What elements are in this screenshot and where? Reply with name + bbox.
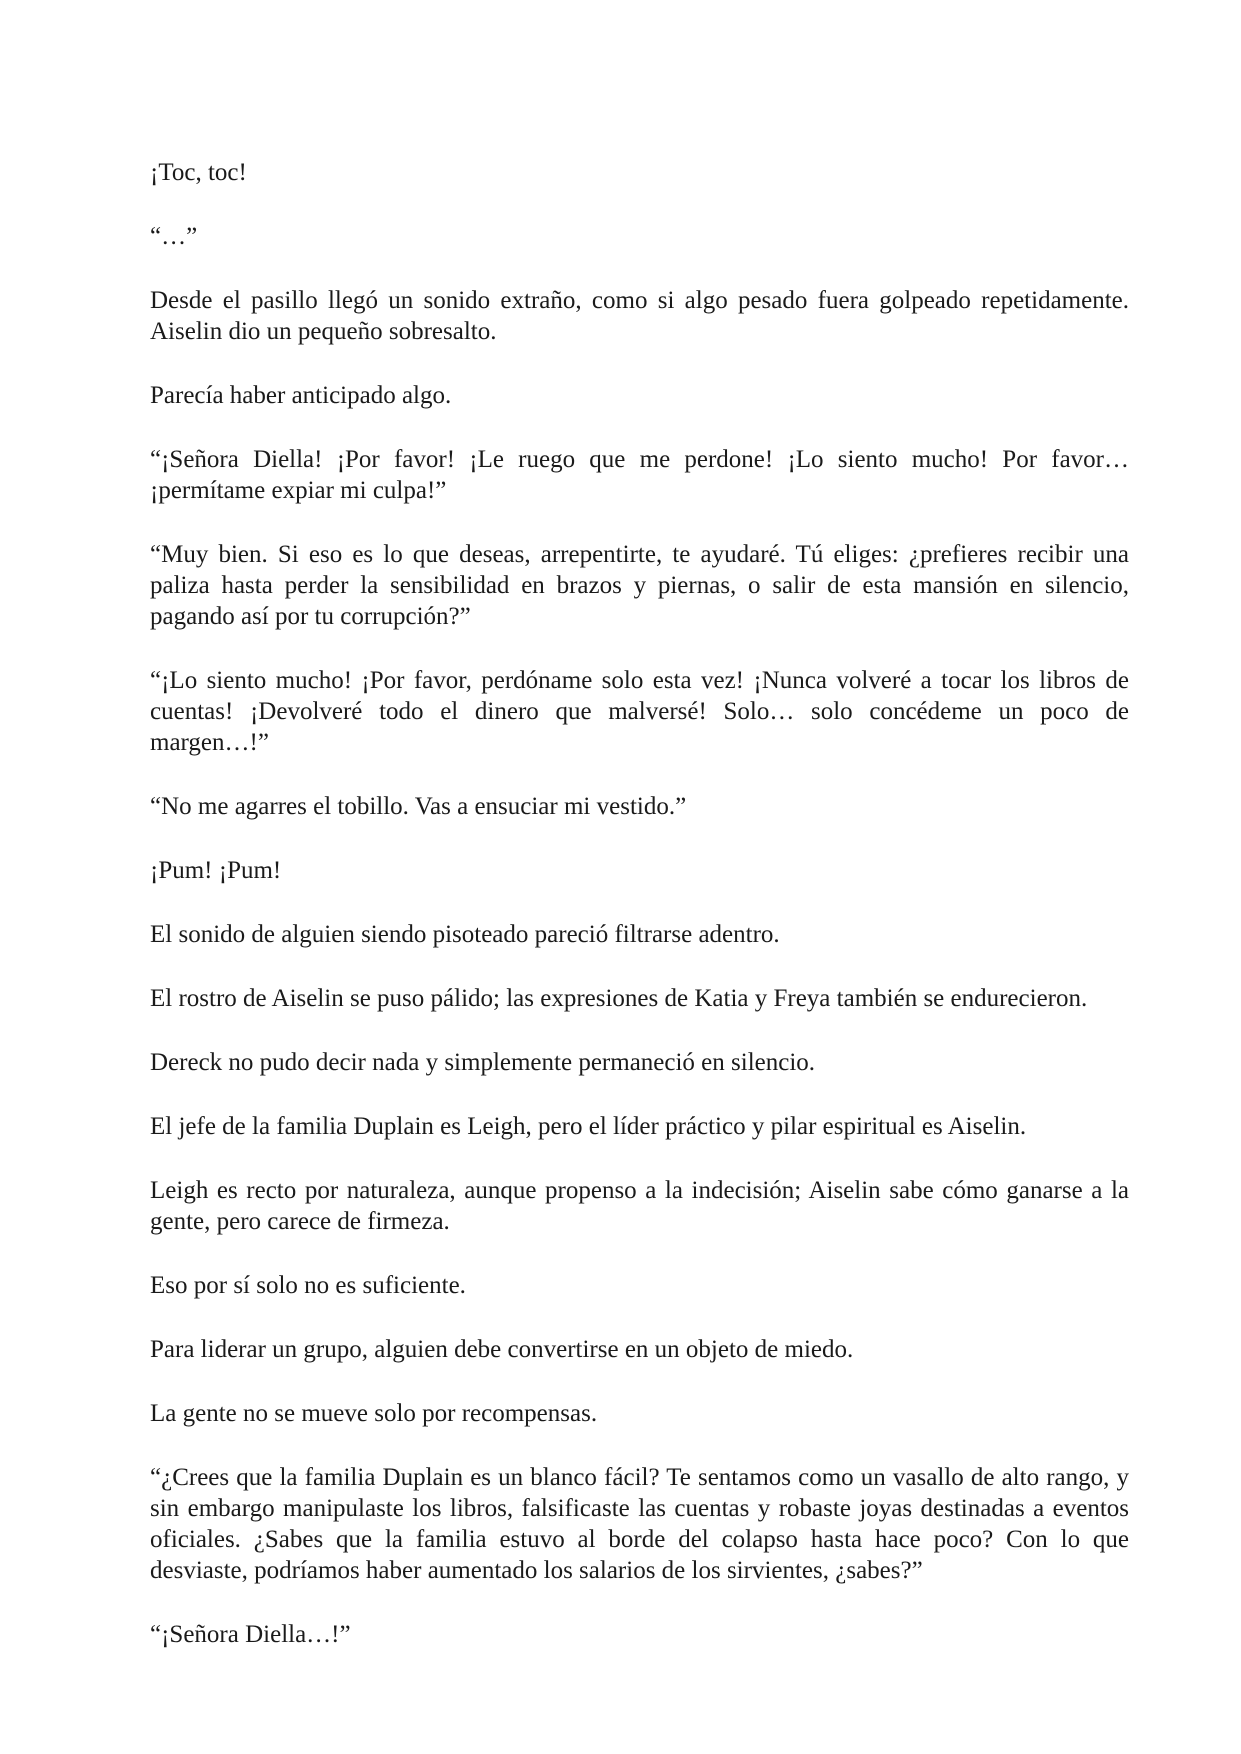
paragraph-diella-choice: “Muy bien. Si eso es lo que deseas, arrepentirte, te ayudaré. Tú eliges: ¿prefieres recibir una paliza hasta perder la sensibilidad en brazos y piernas, o salir de esta mansión en silencio, pagando así por tu corrupción?” [150,541,1129,630]
paragraph-leigh-aiselin: Leigh es recto por naturaleza, aunque propenso a la indecisión; Aiselin sabe cómo ganarse a la gente, pero carece de firmeza. [150,1177,1129,1235]
paragraph-ellipsis: “…” [150,223,198,250]
paragraph-begging: “¡Lo siento mucho! ¡Por favor, perdóname solo esta vez! ¡Nunca volveré a tocar los libros de cuentas! ¡Devolveré todo el dinero que malversé! Solo… solo concédeme un poco de margen…!” [150,667,1129,756]
paragraph-ankle: “No me agarres el tobillo. Vas a ensuciar mi vestido.” [150,793,687,820]
paragraph-rewards: La gente no se mueve solo por recompensas. [150,1400,598,1427]
paragraph-hallway-sound: Desde el pasillo llegó un sonido extraño, como si algo pesado fuera golpeado repetidamente. Aiselin dio un pequeño sobresalto. [150,287,1129,345]
paragraph-not-enough: Eso por sí solo no es suficiente. [150,1272,466,1299]
paragraph-anticipated: Parecía haber anticipado algo. [150,382,452,409]
paragraph-toc-toc: ¡Toc, toc! [150,159,247,186]
paragraph-senora-diella: “¡Señora Diella…!” [150,1621,351,1648]
paragraph-aiselin-pale: El rostro de Aiselin se puso pálido; las expresiones de Katia y Freya también se endurecieron. [150,985,1088,1012]
paragraph-trampled-sound: El sonido de alguien siendo pisoteado pareció filtrarse adentro. [150,921,780,948]
paragraph-plea-forgiveness: “¡Señora Diella! ¡Por favor! ¡Le ruego que me perdone! ¡Lo siento mucho! Por favor… ¡permítame expiar mi culpa!” [150,446,1129,504]
paragraph-pum: ¡Pum! ¡Pum! [150,857,282,884]
paragraph-family-head: El jefe de la familia Duplain es Leigh, pero el líder práctico y pilar espiritual es Aiselin. [150,1113,1027,1140]
paragraph-fear-object: Para liderar un grupo, alguien debe convertirse en un objeto de miedo. [150,1336,854,1363]
paragraph-dereck-silent: Dereck no pudo decir nada y simplemente permaneció en silencio. [150,1049,816,1076]
paragraph-accusation: “¿Crees que la familia Duplain es un blanco fácil? Te sentamos como un vasallo de alto rango, y sin embargo manipulaste los libros, falsificaste las cuentas y robaste joyas destinadas a eventos oficiales. ¿Sabes que la familia estuvo al borde del colapso hasta hace poco? Con lo que desviaste, podríamos haber aumentado los salarios de los sirvientes, ¿sabes?” [150,1464,1129,1584]
